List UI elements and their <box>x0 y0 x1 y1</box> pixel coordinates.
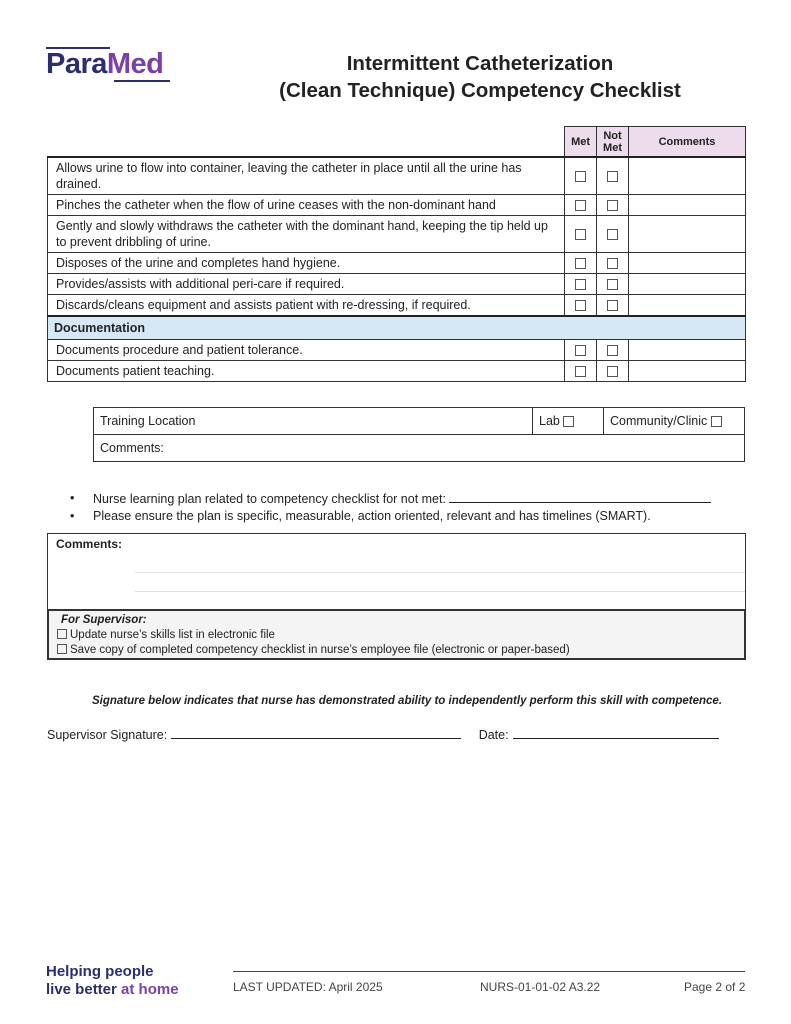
logo-bar-bottom <box>114 80 170 82</box>
supervisor-heading: For Supervisor: <box>61 614 147 626</box>
page-number: Page 2 of 2 <box>684 980 746 994</box>
not-met-checkbox[interactable] <box>607 300 618 311</box>
learning-plan-bullets <box>70 490 711 525</box>
comments-box[interactable] <box>47 533 746 610</box>
signature-row <box>47 726 719 742</box>
competency-checklist-table <box>47 126 746 382</box>
supervisor-item: Save copy of completed competency checklist in nurse’s employee file (electronic or paper-based) <box>57 643 744 658</box>
training-comments-field[interactable]: Comments: <box>94 435 745 462</box>
supervisor-signature-field[interactable] <box>171 726 461 739</box>
item-text: Documents procedure and patient tolerance. <box>48 340 565 361</box>
met-checkbox[interactable] <box>575 300 586 311</box>
item-text: Provides/assists with additional peri-care if required. <box>48 274 565 295</box>
not-met-checkbox[interactable] <box>607 366 618 377</box>
date-field[interactable] <box>513 726 719 739</box>
item-text: Disposes of the urine and completes hand hygiene. <box>48 253 565 274</box>
table-row <box>48 216 746 253</box>
met-checkbox[interactable] <box>575 345 586 356</box>
training-location-table <box>93 407 745 462</box>
header-not-met: Not Met <box>597 127 629 158</box>
header-blank <box>48 127 565 158</box>
header-comments: Comments <box>629 127 746 158</box>
not-met-checkbox[interactable] <box>607 229 618 240</box>
met-checkbox[interactable] <box>575 279 586 290</box>
met-checkbox[interactable] <box>575 229 586 240</box>
bullet-smart: • Please ensure the plan is specific, measurable, action oriented, relevant and has timelines (SMART). <box>70 508 711 525</box>
title-line-1: Intermittent Catheterization <box>346 52 614 75</box>
met-checkbox[interactable] <box>575 200 586 211</box>
comments-cell[interactable] <box>629 216 746 253</box>
last-updated: LAST UPDATED: April 2025 <box>233 980 383 994</box>
supervisor-checkbox[interactable] <box>57 644 67 654</box>
lab-checkbox[interactable] <box>563 416 574 427</box>
comments-cell[interactable] <box>629 274 746 295</box>
comments-cell[interactable] <box>629 157 746 195</box>
bullet-learning-plan: • Nurse learning plan related to competency checklist for not met: <box>70 490 711 508</box>
met-checkbox[interactable] <box>575 171 586 182</box>
table-row <box>48 361 746 382</box>
comments-cell[interactable] <box>629 361 746 382</box>
section-row-documentation <box>48 316 746 340</box>
item-text: Gently and slowly withdraws the catheter with the dominant hand, keeping the tip held up to prevent dribbling of urine. <box>48 216 565 253</box>
table-row <box>48 274 746 295</box>
comment-line <box>135 591 745 592</box>
item-text: Discards/cleans equipment and assists patient with re-dressing, if required. <box>48 295 565 317</box>
title-line-2: (Clean Technique) Competency Checklist <box>279 79 681 102</box>
supervisor-box <box>47 609 746 660</box>
item-text: Pinches the catheter when the flow of urine ceases with the non-dominant hand <box>48 195 565 216</box>
not-met-checkbox[interactable] <box>607 279 618 290</box>
table-row <box>48 295 746 317</box>
met-checkbox[interactable] <box>575 258 586 269</box>
comments-cell[interactable] <box>629 195 746 216</box>
document-code: NURS-01-01-02 A3.22 <box>480 980 601 994</box>
supervisor-checkbox[interactable] <box>57 629 67 639</box>
community-checkbox[interactable] <box>711 416 722 427</box>
logo-para: Para <box>46 48 107 80</box>
signature-note: Signature below indicates that nurse has demonstrated ability to independently perform this skill with competence. <box>91 695 723 707</box>
comments-cell[interactable] <box>629 295 746 317</box>
table-row <box>48 195 746 216</box>
date-label: Date: <box>478 728 509 742</box>
met-checkbox[interactable] <box>575 366 586 377</box>
table-row <box>48 253 746 274</box>
community-option[interactable]: Community/Clinic <box>604 408 745 435</box>
training-location-label: Training Location <box>94 408 533 435</box>
item-text: Allows urine to flow into container, leaving the catheter in place until all the urine has drained. <box>48 157 565 195</box>
table-row <box>48 157 746 195</box>
learning-plan-blank[interactable] <box>449 490 711 503</box>
comment-line <box>135 572 745 573</box>
supervisor-item: Update nurse’s skills list in electronic file <box>57 628 744 643</box>
not-met-checkbox[interactable] <box>607 200 618 211</box>
section-title: Documentation <box>48 316 746 340</box>
item-text: Documents patient teaching. <box>48 361 565 382</box>
lab-option[interactable]: Lab <box>533 408 604 435</box>
not-met-checkbox[interactable] <box>607 258 618 269</box>
footer-divider <box>233 971 745 972</box>
comments-cell[interactable] <box>629 253 746 274</box>
supervisor-signature-label: Supervisor Signature: <box>47 728 168 742</box>
comments-cell[interactable] <box>629 340 746 361</box>
logo-med: Med <box>106 48 164 80</box>
header-met: Met <box>565 127 597 158</box>
comments-label: Comments: <box>56 537 123 551</box>
footer-tagline: Helping people live better at home <box>46 963 179 998</box>
not-met-checkbox[interactable] <box>607 171 618 182</box>
not-met-checkbox[interactable] <box>607 345 618 356</box>
table-row <box>48 340 746 361</box>
page-title <box>260 50 700 104</box>
